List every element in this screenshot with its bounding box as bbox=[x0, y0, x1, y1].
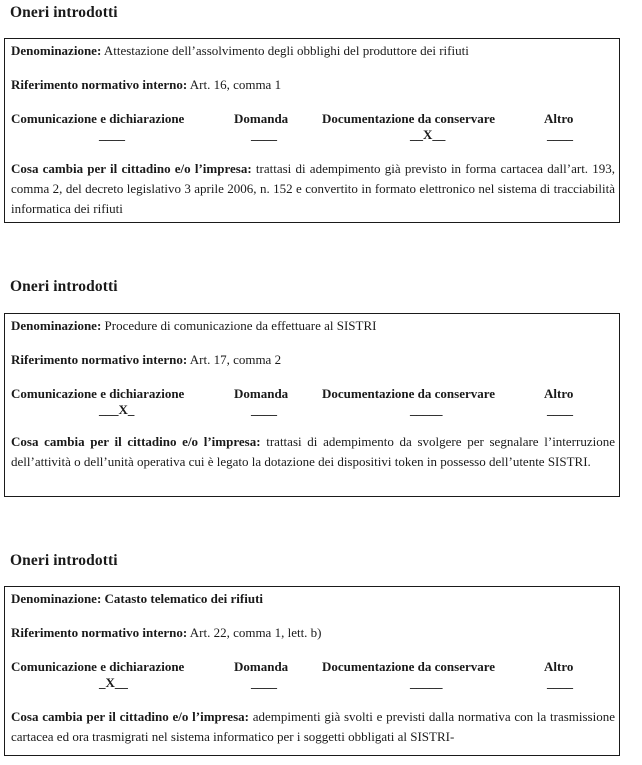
cosa-cambia-text: adempimenti già svolti e previsti dalla normativa con la trasmissione cartacea ed ora trasmigrati nel sistema informatico per i soggetti obbligati al SISTRI- bbox=[11, 709, 616, 744]
section-heading: Oneri introdotti bbox=[10, 4, 118, 21]
col-altro: Altro bbox=[544, 111, 574, 126]
mark-documentazione: _____ bbox=[410, 402, 443, 417]
cosa-cambia-paragraph bbox=[11, 159, 615, 219]
cosa-cambia-text: trattasi di adempimento da svolgere per segnalare l’interruzione dell’attività o dell’unità operativa cui è legato la dotazione dei dispositivi token in possesso dell’utente SISTRI. bbox=[11, 434, 615, 469]
riferimento-label: Riferimento normativo interno: bbox=[11, 77, 188, 92]
col-domanda: Domanda bbox=[234, 386, 289, 401]
riferimento-value: Art. 17, comma 2 bbox=[189, 352, 282, 367]
oneri-box bbox=[4, 38, 620, 223]
cosa-cambia-text: trattasi di adempimento già previsto in forma cartacea dall’art. 193, comma 2, del decreto legislativo 3 aprile 2006, n. 152 e convertito in formato elettronico nel sistema di tracciabilità informatica dei rifiuti bbox=[11, 161, 616, 216]
riferimento-value: Art. 22, comma 1, lett. b) bbox=[189, 625, 322, 640]
col-altro: Altro bbox=[544, 659, 574, 674]
cosa-cambia-label: Cosa cambia per il cittadino e/o l’impresa: bbox=[11, 161, 252, 176]
col-documentazione: Documentazione da conservare bbox=[322, 111, 496, 126]
mark-documentazione: __X__ bbox=[410, 127, 446, 142]
col-domanda: Domanda bbox=[234, 659, 289, 674]
riferimento-row bbox=[11, 77, 281, 93]
denominazione-label: Denominazione: bbox=[11, 591, 102, 606]
mark-comunicazione: ____ bbox=[99, 127, 125, 142]
denominazione-row bbox=[11, 591, 263, 607]
oneri-box bbox=[4, 586, 620, 756]
mark-documentazione: _____ bbox=[410, 675, 443, 690]
cosa-cambia-paragraph bbox=[11, 707, 615, 747]
section-heading: Oneri introdotti bbox=[10, 278, 118, 295]
col-documentazione: Documentazione da conservare bbox=[322, 659, 496, 674]
denominazione-value: Catasto telematico dei rifiuti bbox=[104, 591, 264, 606]
denominazione-value: Procedure di comunicazione da effettuare al SISTRI bbox=[104, 318, 377, 333]
mark-comunicazione: ___X_ bbox=[99, 402, 135, 417]
riferimento-label: Riferimento normativo interno: bbox=[11, 352, 188, 367]
denominazione-label: Denominazione: bbox=[11, 318, 102, 333]
mark-altro: ____ bbox=[547, 675, 573, 690]
section-heading: Oneri introdotti bbox=[10, 552, 118, 569]
riferimento-row bbox=[11, 625, 322, 641]
col-documentazione: Documentazione da conservare bbox=[322, 386, 496, 401]
mark-altro: ____ bbox=[547, 402, 573, 417]
mark-domanda: ____ bbox=[251, 402, 277, 417]
riferimento-value: Art. 16, comma 1 bbox=[189, 77, 282, 92]
denominazione-row bbox=[11, 318, 376, 334]
col-comunicazione: Comunicazione e dichiarazione bbox=[11, 111, 185, 126]
mark-altro: ____ bbox=[547, 127, 573, 142]
col-comunicazione: Comunicazione e dichiarazione bbox=[11, 659, 185, 674]
col-altro: Altro bbox=[544, 386, 574, 401]
mark-comunicazione: _X__ bbox=[99, 675, 128, 690]
cosa-cambia-paragraph bbox=[11, 432, 615, 472]
mark-domanda: ____ bbox=[251, 675, 277, 690]
col-comunicazione: Comunicazione e dichiarazione bbox=[11, 386, 185, 401]
denominazione-label: Denominazione: bbox=[11, 43, 102, 58]
oneri-box bbox=[4, 313, 620, 497]
riferimento-row bbox=[11, 352, 281, 368]
col-domanda: Domanda bbox=[234, 111, 289, 126]
cosa-cambia-label: Cosa cambia per il cittadino e/o l’impresa: bbox=[11, 434, 261, 449]
denominazione-value: Attestazione dell’assolvimento degli obblighi del produttore dei rifiuti bbox=[103, 43, 469, 58]
cosa-cambia-label: Cosa cambia per il cittadino e/o l’impresa: bbox=[11, 709, 249, 724]
mark-domanda: ____ bbox=[251, 127, 277, 142]
denominazione-row bbox=[11, 43, 469, 59]
riferimento-label: Riferimento normativo interno: bbox=[11, 625, 188, 640]
